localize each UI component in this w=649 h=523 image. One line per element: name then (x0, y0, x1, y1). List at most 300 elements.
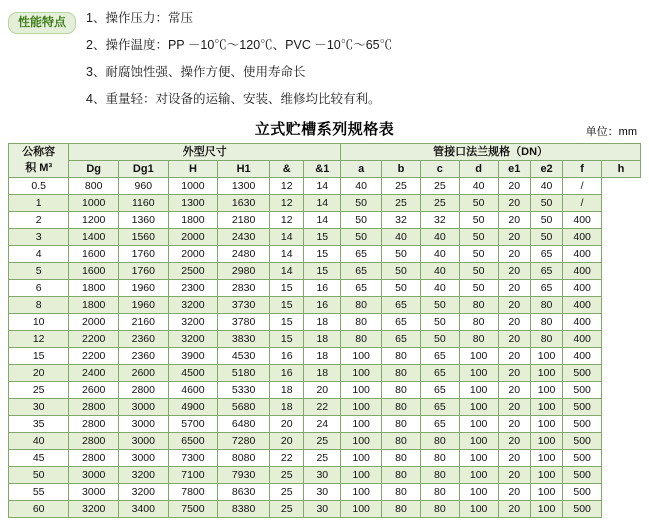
table-cell: 20 (498, 466, 530, 483)
table-cell: 16 (269, 364, 304, 381)
table-body (9, 177, 641, 517)
table-cell: 16 (304, 279, 341, 296)
table-cell: 500 (563, 398, 602, 415)
table-cell: 50 (341, 228, 382, 245)
table-cell: 65 (420, 398, 459, 415)
table-cell: 500 (563, 364, 602, 381)
table-cell: 5330 (218, 381, 270, 398)
spec-table-wrapper (0, 143, 649, 518)
table-cell: 80 (382, 347, 421, 364)
cell-nominal-volume: 0.5 (9, 177, 69, 194)
table-cell: 65 (382, 296, 421, 313)
table-cell: 65 (420, 364, 459, 381)
table-cell: 100 (530, 466, 562, 483)
table-cell: 80 (459, 296, 498, 313)
table-cell: 3200 (168, 313, 218, 330)
feature-item: 4、重量轻：对设备的运输、安装、维修均比较有利。 (86, 91, 381, 106)
table-cell: 40 (382, 228, 421, 245)
table-row (9, 415, 641, 432)
table-cell: 400 (563, 296, 602, 313)
table-cell: 80 (382, 415, 421, 432)
table-cell: 100 (341, 466, 382, 483)
table-cell: 50 (420, 313, 459, 330)
table-cell: 100 (530, 364, 562, 381)
header-col-e1: e1 (498, 160, 530, 177)
table-cell: 100 (341, 415, 382, 432)
table-cell: 22 (304, 398, 341, 415)
table-cell: 25 (269, 483, 304, 500)
table-cell: 80 (382, 398, 421, 415)
table-cell: 100 (459, 500, 498, 517)
table-cell: 20 (498, 381, 530, 398)
table-cell: 15 (304, 228, 341, 245)
table-cell: 30 (304, 466, 341, 483)
table-cell: 25 (420, 194, 459, 211)
table-cell: 50 (530, 211, 562, 228)
table-cell: 100 (530, 415, 562, 432)
table-cell: 40 (420, 245, 459, 262)
cell-nominal-volume: 40 (9, 432, 69, 449)
table-cell: 12 (269, 211, 304, 228)
table-cell: 4530 (218, 347, 270, 364)
table-cell: 20 (498, 245, 530, 262)
table-cell: / (563, 177, 602, 194)
table-cell: 80 (420, 500, 459, 517)
table-cell: 500 (563, 449, 602, 466)
table-cell: 80 (341, 313, 382, 330)
table-cell: 100 (459, 466, 498, 483)
header-nominal-volume-line2: 积 M³ (25, 162, 53, 174)
cell-nominal-volume: 55 (9, 483, 69, 500)
table-row (9, 177, 641, 194)
table-cell: 2980 (218, 262, 270, 279)
table-cell: 80 (382, 449, 421, 466)
table-cell: 2500 (168, 262, 218, 279)
table-cell: 50 (530, 228, 562, 245)
table-cell: 3200 (168, 296, 218, 313)
table-cell: 2800 (69, 449, 119, 466)
table-cell: 3000 (119, 398, 169, 415)
header-col-d: d (459, 160, 498, 177)
table-row (9, 245, 641, 262)
table-row (9, 347, 641, 364)
table-cell: 50 (382, 262, 421, 279)
table-cell: 20 (498, 330, 530, 347)
table-cell: 18 (304, 313, 341, 330)
table-cell: 80 (382, 500, 421, 517)
table-cell: 15 (269, 296, 304, 313)
table-cell: 1000 (69, 194, 119, 211)
table-cell: 20 (498, 262, 530, 279)
table-cell: 15 (269, 279, 304, 296)
table-cell: 80 (382, 364, 421, 381)
table-cell: 1360 (119, 211, 169, 228)
table-header (9, 143, 641, 177)
table-cell: 40 (341, 177, 382, 194)
table-cell: 14 (304, 194, 341, 211)
table-cell: 65 (341, 262, 382, 279)
table-cell: 5700 (168, 415, 218, 432)
spec-table (8, 143, 641, 518)
table-cell: 25 (269, 500, 304, 517)
table-cell: 2800 (69, 398, 119, 415)
features-badge: 性能特点 (8, 12, 76, 34)
table-cell: 50 (382, 245, 421, 262)
table-cell: 80 (382, 483, 421, 500)
table-cell: 12 (269, 194, 304, 211)
table-cell: 65 (530, 262, 562, 279)
table-cell: 65 (420, 415, 459, 432)
table-cell: 25 (304, 449, 341, 466)
table-row (9, 279, 641, 296)
table-cell: 7930 (218, 466, 270, 483)
table-row (9, 381, 641, 398)
table-cell: 100 (459, 347, 498, 364)
table-row (9, 211, 641, 228)
table-cell: 80 (420, 432, 459, 449)
table-cell: 1630 (218, 194, 270, 211)
cell-nominal-volume: 4 (9, 245, 69, 262)
table-cell: 500 (563, 415, 602, 432)
table-cell: 3200 (119, 466, 169, 483)
cell-nominal-volume: 30 (9, 398, 69, 415)
table-cell: 2000 (168, 228, 218, 245)
table-cell: 80 (382, 432, 421, 449)
table-cell: 2800 (69, 432, 119, 449)
table-cell: 20 (498, 415, 530, 432)
table-cell: 30 (304, 500, 341, 517)
table-cell: 18 (269, 381, 304, 398)
table-cell: 20 (498, 449, 530, 466)
table-cell: 80 (382, 381, 421, 398)
table-cell: 8380 (218, 500, 270, 517)
feature-item: 1、操作压力：常压 (86, 11, 193, 25)
table-cell: 15 (269, 313, 304, 330)
table-cell: 32 (420, 211, 459, 228)
table-cell: 100 (341, 381, 382, 398)
table-cell: 20 (498, 177, 530, 194)
table-cell: 80 (530, 330, 562, 347)
table-cell: 80 (459, 313, 498, 330)
table-cell: 25 (382, 194, 421, 211)
table-cell: 2200 (69, 330, 119, 347)
table-cell: 65 (530, 279, 562, 296)
header-col-b: b (382, 160, 421, 177)
table-cell: 400 (563, 245, 602, 262)
table-cell: 50 (341, 211, 382, 228)
table-cell: 20 (269, 432, 304, 449)
table-cell: 5180 (218, 364, 270, 381)
table-cell: 80 (341, 330, 382, 347)
table-cell: 100 (459, 415, 498, 432)
table-cell: 20 (269, 415, 304, 432)
table-cell: 20 (498, 483, 530, 500)
table-cell: 18 (304, 347, 341, 364)
table-cell: 100 (341, 500, 382, 517)
table-cell: 100 (341, 449, 382, 466)
table-cell: 1800 (168, 211, 218, 228)
table-cell: 80 (420, 466, 459, 483)
table-cell: 500 (563, 466, 602, 483)
header-nominal-volume-line1: 公称容 (22, 146, 56, 158)
table-cell: 400 (563, 262, 602, 279)
table-cell: 1300 (168, 194, 218, 211)
header-col-f: f (563, 160, 602, 177)
table-row (9, 398, 641, 415)
header-col-a: a (341, 160, 382, 177)
table-cell: 65 (382, 330, 421, 347)
table-cell: 40 (420, 262, 459, 279)
table-cell: 1560 (119, 228, 169, 245)
table-row (9, 330, 641, 347)
table-cell: 100 (530, 500, 562, 517)
table-row (9, 483, 641, 500)
table-cell: 100 (459, 449, 498, 466)
table-cell: 7800 (168, 483, 218, 500)
table-cell: 65 (341, 245, 382, 262)
table-cell: 4600 (168, 381, 218, 398)
table-cell: 50 (382, 279, 421, 296)
table-row (9, 262, 641, 279)
table-cell: 65 (382, 313, 421, 330)
table-cell: 2830 (218, 279, 270, 296)
table-cell: 3000 (69, 466, 119, 483)
table-cell: 20 (304, 381, 341, 398)
header-col-e2: e2 (530, 160, 562, 177)
table-cell: 2360 (119, 330, 169, 347)
table-cell: 50 (459, 194, 498, 211)
table-cell: 500 (563, 432, 602, 449)
table-cell: 400 (563, 313, 602, 330)
table-cell: 2800 (69, 415, 119, 432)
table-cell: 1400 (69, 228, 119, 245)
table-cell: 2480 (218, 245, 270, 262)
table-cell: 40 (530, 177, 562, 194)
table-cell: 40 (420, 228, 459, 245)
cell-nominal-volume: 1 (9, 194, 69, 211)
table-cell: 80 (459, 330, 498, 347)
table-cell: 20 (498, 347, 530, 364)
table-cell: 2180 (218, 211, 270, 228)
table-cell: 1800 (69, 296, 119, 313)
table-cell: 400 (563, 279, 602, 296)
table-cell: 80 (382, 466, 421, 483)
table-cell: 3830 (218, 330, 270, 347)
table-cell: 800 (69, 177, 119, 194)
table-cell: 1300 (218, 177, 270, 194)
table-cell: 3000 (119, 449, 169, 466)
table-cell: 50 (459, 228, 498, 245)
table-cell: 100 (341, 364, 382, 381)
table-cell: 50 (459, 211, 498, 228)
cell-nominal-volume: 2 (9, 211, 69, 228)
table-row (9, 500, 641, 517)
table-cell: 20 (498, 194, 530, 211)
table-cell: 20 (498, 500, 530, 517)
cell-nominal-volume: 25 (9, 381, 69, 398)
table-cell: 2160 (119, 313, 169, 330)
table-cell: 6500 (168, 432, 218, 449)
table-cell: 80 (420, 483, 459, 500)
header-col-dg: Dg (69, 160, 119, 177)
table-cell: 1200 (69, 211, 119, 228)
table-cell: 80 (341, 296, 382, 313)
table-cell: 100 (530, 483, 562, 500)
table-cell: 100 (341, 483, 382, 500)
table-cell: 14 (269, 228, 304, 245)
feature-item: 2、操作温度：PP －10℃～120℃、PVC －10℃～65℃ (86, 37, 393, 52)
table-cell: 15 (269, 330, 304, 347)
table-cell: 80 (530, 313, 562, 330)
feature-item: 3、耐腐蚀性强、操作方便、使用寿命长 (86, 64, 306, 79)
table-cell: 100 (459, 364, 498, 381)
table-cell: 3200 (69, 500, 119, 517)
table-cell: 1600 (69, 245, 119, 262)
table-cell: 65 (420, 347, 459, 364)
table-cell: 100 (459, 432, 498, 449)
table-cell: 65 (530, 245, 562, 262)
table-cell: 22 (269, 449, 304, 466)
cell-nominal-volume: 45 (9, 449, 69, 466)
table-cell: 50 (459, 279, 498, 296)
cell-nominal-volume: 15 (9, 347, 69, 364)
table-cell: 2430 (218, 228, 270, 245)
table-cell: 1800 (69, 279, 119, 296)
table-row (9, 466, 641, 483)
table-cell: 100 (530, 381, 562, 398)
table-cell: 20 (498, 398, 530, 415)
table-cell: 500 (563, 483, 602, 500)
table-cell: 20 (498, 432, 530, 449)
table-cell: 100 (530, 398, 562, 415)
table-cell: 1960 (119, 279, 169, 296)
table-cell: 16 (269, 347, 304, 364)
table-cell: 40 (420, 279, 459, 296)
table-cell: 5680 (218, 398, 270, 415)
table-cell: 100 (459, 398, 498, 415)
table-cell: 4900 (168, 398, 218, 415)
table-cell: 25 (420, 177, 459, 194)
table-cell: 20 (498, 364, 530, 381)
table-cell: 8080 (218, 449, 270, 466)
table-cell: 1960 (119, 296, 169, 313)
features-list (76, 10, 649, 108)
table-cell: 3730 (218, 296, 270, 313)
header-col-amp1: &1 (304, 160, 341, 177)
table-cell: 20 (498, 211, 530, 228)
table-cell: 20 (498, 228, 530, 245)
table-cell: 1600 (69, 262, 119, 279)
table-cell: 15 (304, 245, 341, 262)
cell-nominal-volume: 50 (9, 466, 69, 483)
table-cell: 14 (304, 211, 341, 228)
table-cell: 3400 (119, 500, 169, 517)
table-cell: 3000 (119, 415, 169, 432)
table-cell: 100 (459, 483, 498, 500)
table-cell: 400 (563, 347, 602, 364)
table-cell: 1760 (119, 245, 169, 262)
table-cell: 100 (341, 432, 382, 449)
table-cell: 50 (459, 245, 498, 262)
header-col-c: c (420, 160, 459, 177)
table-cell: 4500 (168, 364, 218, 381)
table-row (9, 228, 641, 245)
table-cell: 80 (530, 296, 562, 313)
cell-nominal-volume: 35 (9, 415, 69, 432)
table-cell: 100 (530, 432, 562, 449)
header-group-dimensions: 外型尺寸 (69, 143, 341, 160)
table-cell: 20 (498, 296, 530, 313)
table-cell: 7500 (168, 500, 218, 517)
table-row (9, 313, 641, 330)
table-cell: 400 (563, 330, 602, 347)
table-cell: 50 (420, 296, 459, 313)
table-cell: 65 (341, 279, 382, 296)
table-row (9, 194, 641, 211)
table-cell: 50 (341, 194, 382, 211)
table-cell: 50 (420, 330, 459, 347)
table-cell: 100 (530, 347, 562, 364)
header-col-h1: H1 (218, 160, 270, 177)
table-cell: 3000 (69, 483, 119, 500)
header-nominal-volume (9, 143, 69, 177)
header-group-row (9, 143, 641, 160)
table-cell: 500 (563, 500, 602, 517)
table-cell: 1760 (119, 262, 169, 279)
table-cell: 7300 (168, 449, 218, 466)
table-cell: 7280 (218, 432, 270, 449)
table-cell: 30 (304, 483, 341, 500)
table-cell: 15 (304, 262, 341, 279)
table-cell: 18 (304, 330, 341, 347)
table-cell: 25 (269, 466, 304, 483)
table-cell: 32 (382, 211, 421, 228)
header-col-dg1: Dg1 (119, 160, 169, 177)
table-cell: 2000 (69, 313, 119, 330)
header-group-flange: 管接口法兰规格（DN） (341, 143, 641, 160)
table-cell: 2400 (69, 364, 119, 381)
table-cell: 6480 (218, 415, 270, 432)
table-cell: 2360 (119, 347, 169, 364)
table-cell: 65 (420, 381, 459, 398)
table-cell: 25 (304, 432, 341, 449)
table-cell: 18 (304, 364, 341, 381)
table-cell: 20 (498, 279, 530, 296)
features-section (0, 0, 649, 108)
table-cell: 400 (563, 228, 602, 245)
table-cell: 2800 (119, 381, 169, 398)
table-cell: 80 (420, 449, 459, 466)
table-cell: 12 (269, 177, 304, 194)
table-cell: 24 (304, 415, 341, 432)
header-col-h-last: h (602, 160, 641, 177)
table-cell: 500 (563, 381, 602, 398)
cell-nominal-volume: 12 (9, 330, 69, 347)
table-cell: 3900 (168, 347, 218, 364)
table-cell: 14 (269, 262, 304, 279)
table-cell: 14 (304, 177, 341, 194)
table-cell: / (563, 194, 602, 211)
table-cell: 100 (459, 381, 498, 398)
table-cell: 2000 (168, 245, 218, 262)
header-col-h: H (168, 160, 218, 177)
table-cell: 3000 (119, 432, 169, 449)
cell-nominal-volume: 8 (9, 296, 69, 313)
table-cell: 2200 (69, 347, 119, 364)
table-cell: 3780 (218, 313, 270, 330)
table-cell: 50 (459, 262, 498, 279)
table-cell: 100 (530, 449, 562, 466)
